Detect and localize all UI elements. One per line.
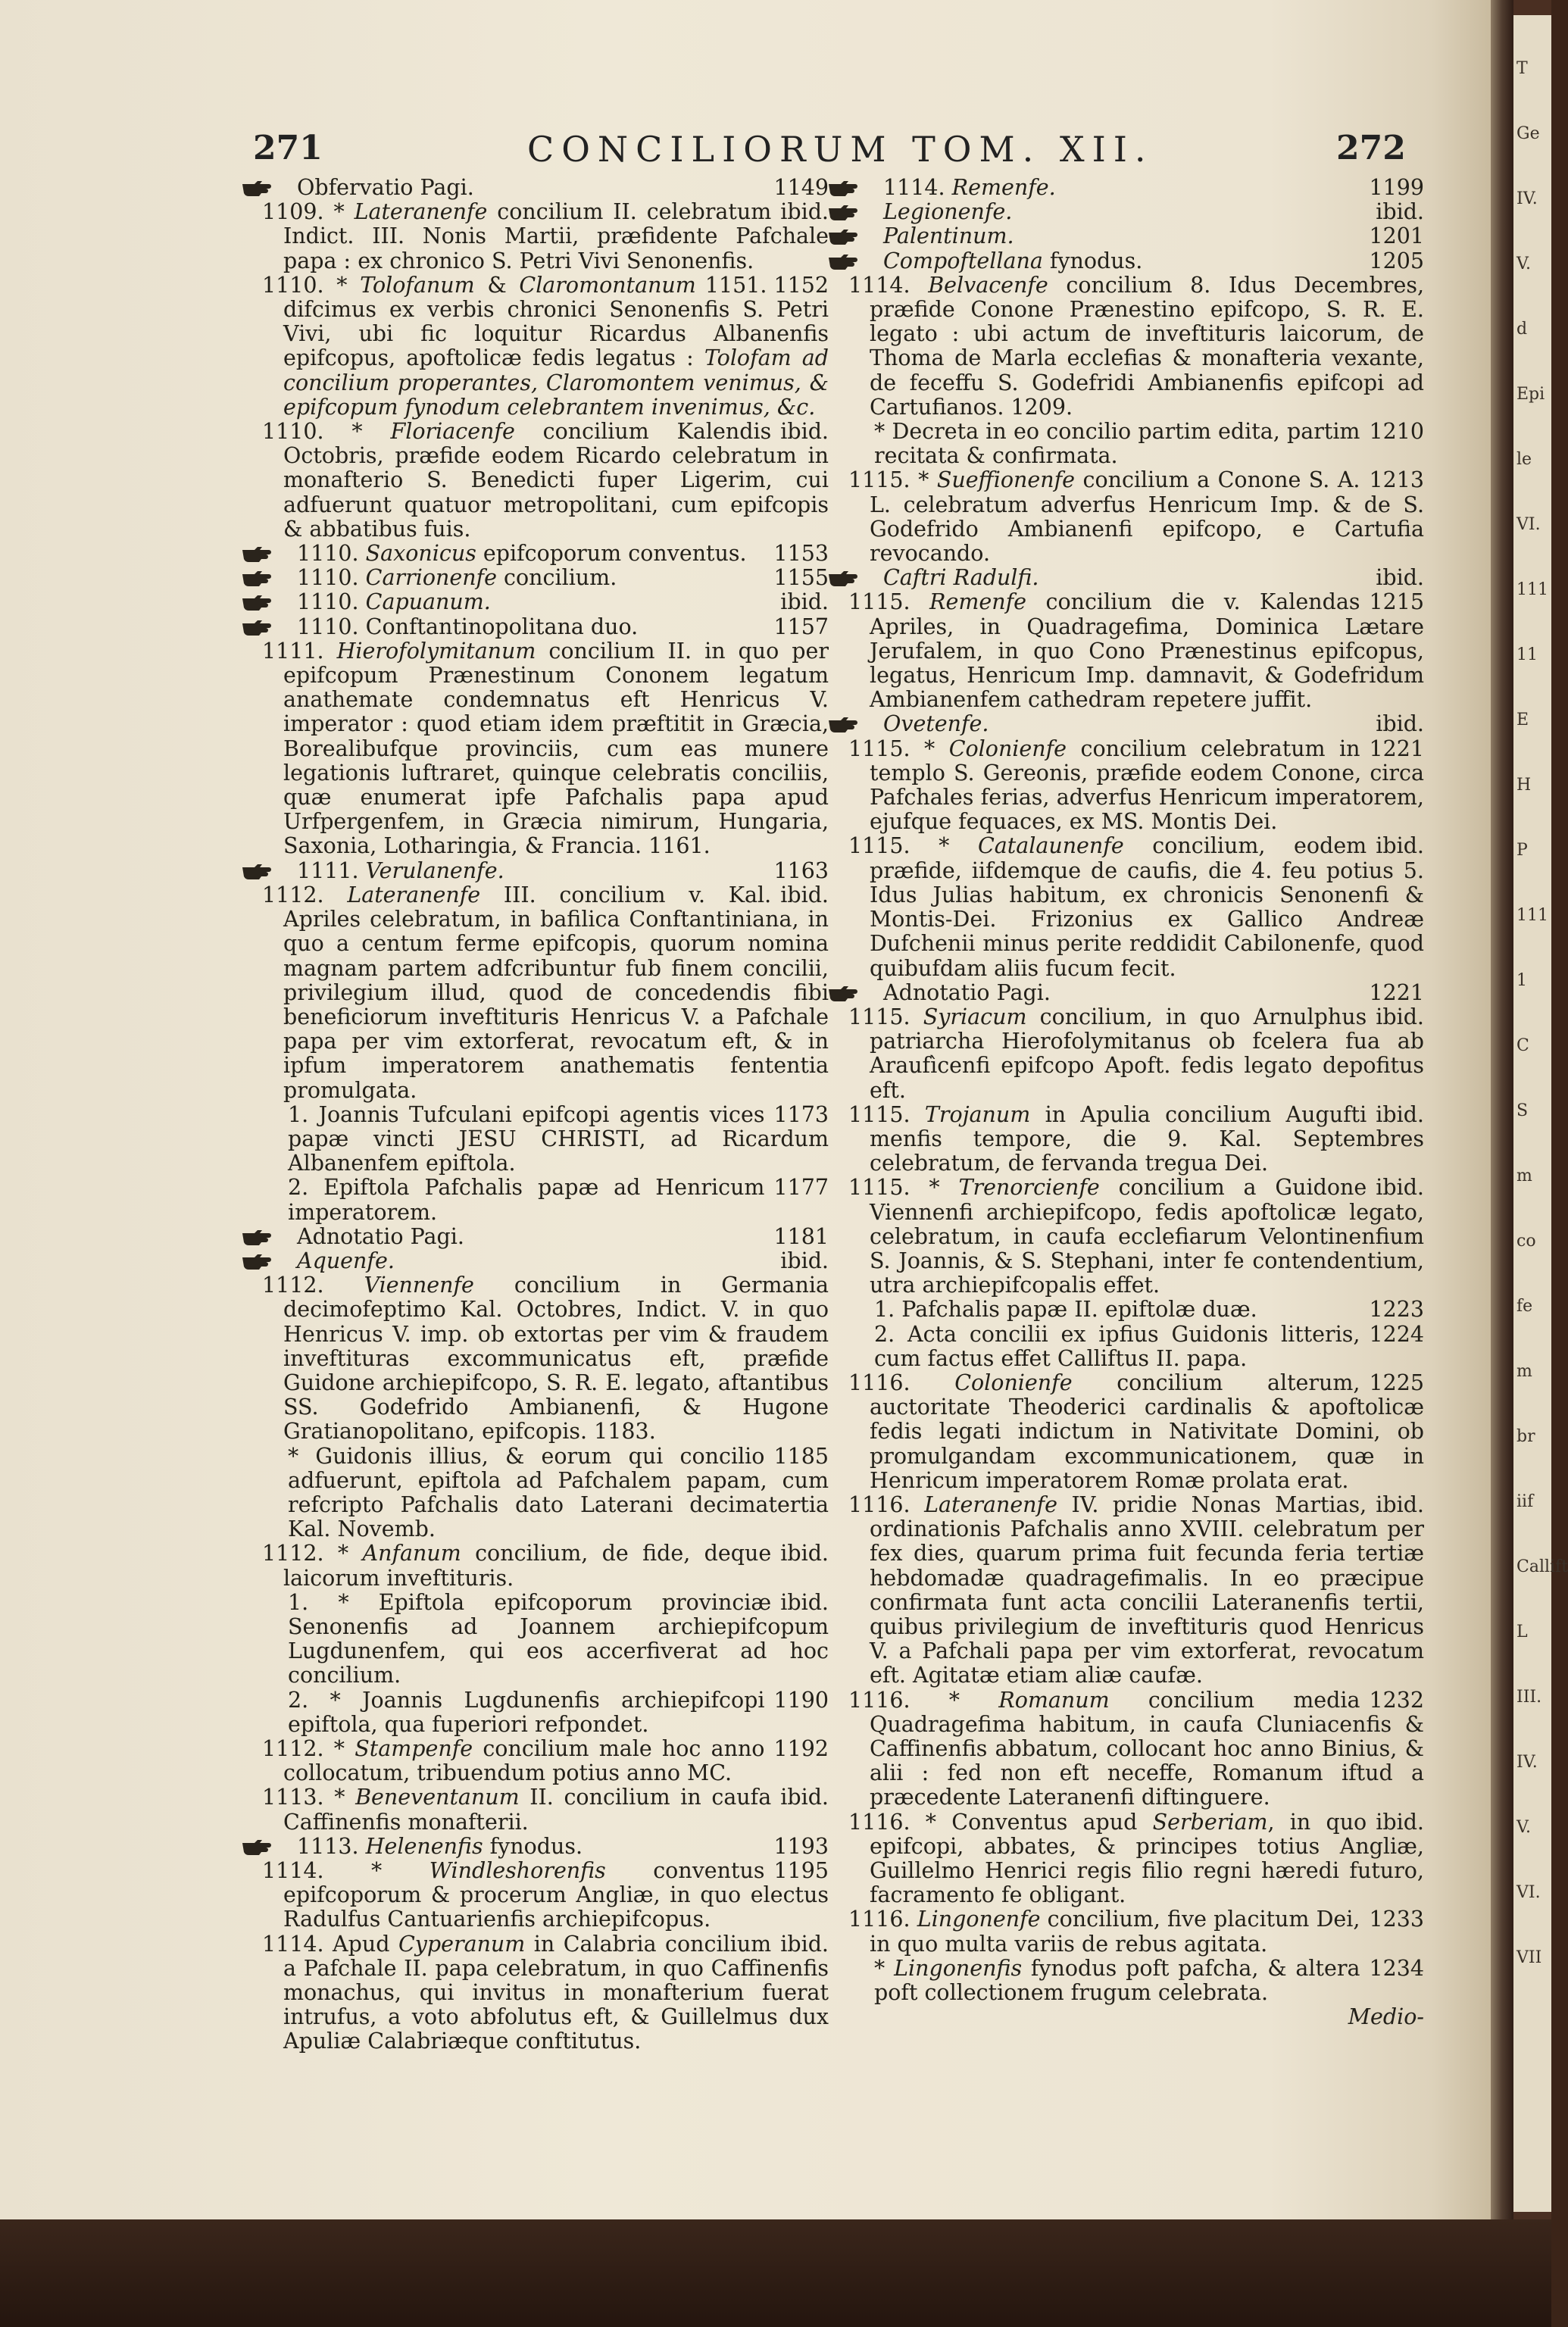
entry-text: 1116. Colonienfe concilium alterum, auctoritate Theoderici cardinalis & apoftolicæ fedis legati indictum in Nativitate Domini, ob promulgandam excommunicationem, quæ in Henricum imperatorem Romæ prolata erat. — [848, 1370, 1424, 1493]
entry-page-ref: 1233 — [1369, 1907, 1424, 1932]
index-entry — [848, 273, 1424, 420]
book-gutter — [1491, 0, 1513, 2219]
entry-page-ref: 1195 — [773, 1858, 829, 1884]
entry-page-ref: 1225 — [1369, 1370, 1424, 1395]
entry-page-ref: 1177 — [773, 1175, 829, 1201]
entry-text: 1110. * Tolofanum & Claromontanum difcimus ex verbis chronici Senonenfis S. Petri Vivi, ubi fic loquitur Ricardus Albanenfis epifcopus, apoftolicæ fedis legatus : Tolofam ad concilium properantes, Claromontem venimus, & epifcopum fynodum celebrantem invenimus, &c. — [262, 272, 829, 420]
entry-text: 1112. Viennenfe concilium in Germania decimofeptimo Kal. Octobres, Indict. V. in quo Henricus V. imp. ob extortas per vim & fraudem inveftituras excommunicatus eft, præfide Guidone archiepifcopo, S. R. E. legato, aftantibus SS. Godefrido Ambianenfi, & Hugone Gratianopolitano, epifcopis. 1183. — [262, 1273, 829, 1445]
running-title: CONCILIORUM TOM. XII. — [527, 129, 1154, 170]
entry-page-ref: ibid. — [780, 1541, 829, 1566]
entry-page-ref: ibid. — [780, 1785, 829, 1810]
entry-text: 1116. Lingonenfe concilium, five placitum Dei, in quo multa variis de rebus agitata. — [848, 1907, 1360, 1957]
entry-text: 1. * Epiftola epifcoporum provinciæ Senonenfis ad Joannem archiepifcopum Lugdunenfem, qui eos accerfiverat ad hoc concilium. — [288, 1589, 829, 1688]
entry-text: 1111. Hierofolymitanum concilium II. in quo per epifcopum Prænestinum Cononem legatum anathemate condemnatus eft Henricus V. imperator : quod etiam idem præftitit in Græcia, Borealibufque provinciis, cum eas munere legationis luftraret, quinque celebratis conciliis, quæ enumerat ipfe Pafchalis papa apud Urfpergenfem, in Græcia nimirum, Hungaria, Saxonia, Lotharingia, & Francia. 1161. — [262, 638, 829, 859]
pointing-hand-icon — [262, 567, 292, 584]
pointing-hand-icon — [262, 1836, 292, 1853]
index-entry-pointer — [262, 176, 829, 200]
entry-page-ref: 1181 — [773, 1223, 829, 1249]
entry-text: 1110. Conftantinopolitana duo. — [297, 614, 639, 639]
entry-page-ref: ibid. — [1376, 711, 1424, 737]
entry-page-ref: ibid. — [1376, 1101, 1424, 1127]
index-entry-pointer — [262, 590, 829, 614]
index-entry — [262, 1785, 829, 1834]
entry-text: 1113. Helenenfis fynodus. — [297, 1833, 583, 1859]
entry-text: 1115. * Colonienfe concilium celebratum in templo S. Gereonis, præfide eodem Conone, circa Pafchales ferias, adverfus Henricum imperatorem, ejufque fequaces, ex MS. Montis Dei. — [848, 736, 1424, 835]
entry-page-ref: ibid. — [780, 1931, 829, 1957]
entry-text: 1116. Lateranenfe IV. pridie Nonas Martias, ordinationis Pafchalis anno XVIII. celebratum per fex dies, quarum prima fuit fecunda feria tertiæ hebdomadæ quadragefimalis. In eo præcipue confirmata funt acta concilii Lateranenfis tertii, quibus privilegium de inveftituris quod Henricus V. a Pafchali papa per vim extorferat, revocatum eft. Agitatæ etiam aliæ caufæ. — [848, 1491, 1424, 1688]
index-entry-pointer — [848, 981, 1424, 1005]
index-entry — [848, 834, 1424, 980]
page-number-left: 271 — [253, 129, 323, 167]
entry-text: 1110. Saxonicus epifcoporum conventus. — [297, 541, 747, 567]
entry-page-ref: 1192 — [773, 1736, 829, 1761]
next-page-text-fragment: VI. — [1516, 1883, 1541, 1902]
entry-text: * Guidonis illius, & eorum qui concilio adfuerunt, epiftola ad Pafchalem papam, cum refcripto Pafchalis dato Laterani decimatertia Kal. Novemb. — [288, 1443, 829, 1542]
index-entry-pointer — [848, 176, 1424, 200]
entry-text: 2. * Joannis Lugdunenfis archiepifcopi epiftola, qua fuperiori refpondet. — [288, 1687, 765, 1737]
index-entry-pointer — [848, 249, 1424, 273]
entry-text: 1116. * Conventus apud Serberiam, in quo epifcopi, abbates, & principes totius Angliæ, Guillelmo Henrici regis filio regni hæredi futuro, facramento fe obligant. — [848, 1809, 1424, 1908]
entry-text: 1115. Trojanum in Apulia concilium Augufti menfis tempore, die 9. Kal. Septembres celebratum, de fervanda tregua Dei. — [848, 1101, 1424, 1176]
pointing-hand-icon — [262, 1226, 292, 1243]
entry-page-ref: 1221 — [1369, 979, 1424, 1005]
entry-page-ref: ibid. — [1376, 1175, 1424, 1201]
pointing-hand-icon — [262, 1251, 292, 1267]
entry-page-ref: 1149 — [773, 175, 829, 200]
index-entry — [848, 1688, 1424, 1810]
entry-page-ref: 1223 — [1369, 1297, 1424, 1323]
entry-page-ref: ibid. — [1376, 1491, 1424, 1517]
next-page-text-fragment: V. — [1516, 255, 1532, 273]
entry-text: Aquenfe. — [297, 1248, 395, 1273]
pointing-hand-icon — [848, 714, 879, 730]
index-entry — [262, 273, 829, 420]
entry-page-ref: 1153 — [773, 541, 829, 567]
index-entry — [262, 1932, 829, 2054]
entry-text: 1114. Apud Cyperanum in Calabria concilium a Pafchale II. papa celebratum, in quo Caffinenfis monachus, qui invitus in monafterium fuerat intrufus, a voto abfolutus eft, & Guillelmus dux Apuliæ Calabriæque conftitutus. — [262, 1931, 829, 2054]
next-page-text-fragment: Ge — [1516, 124, 1540, 143]
entry-text: Obfervatio Pagi. — [297, 175, 474, 200]
index-entry — [848, 1176, 1424, 1298]
index-entry — [848, 2005, 1424, 2029]
entry-text: 1112. * Stampenfe concilium male hoc anno collocatum, tribuendum potius anno MC. — [262, 1736, 765, 1786]
index-entry-pointer — [848, 224, 1424, 248]
entry-text: * Decreta in eo concilio partim edita, partim recitata & confirmata. — [874, 419, 1360, 469]
index-entry-pointer — [262, 859, 829, 883]
pointing-hand-icon — [848, 201, 879, 218]
pointing-hand-icon — [262, 177, 292, 194]
entry-text: Adnotatio Pagi. — [297, 1223, 464, 1249]
next-page-text-fragment: IV. — [1516, 189, 1538, 208]
entry-text: 1112. * Anfanum concilium, de fide, deque laicorum inveftituris. — [262, 1541, 772, 1591]
index-entry — [848, 1493, 1424, 1688]
index-entry — [848, 1005, 1424, 1103]
entry-text: 1110. Carrionenfe concilium. — [297, 565, 617, 591]
entry-text: 2. Epiftola Pafchalis papæ ad Henricum imperatorem. — [288, 1175, 765, 1225]
index-entry — [262, 639, 829, 859]
entry-page-ref: 1215 — [1369, 589, 1424, 615]
entry-page-ref: ibid. — [1376, 565, 1424, 591]
entry-page-ref: ibid. — [1376, 199, 1424, 225]
entry-page-ref: 1210 — [1369, 419, 1424, 445]
next-page-edge — [1513, 15, 1568, 2212]
index-entry-pointer — [262, 1225, 829, 1249]
next-page-text-fragment: br — [1516, 1427, 1535, 1446]
entry-text: 1115. * Sueffionenfe concilium a Conone S. A. L. celebratum adverfus Henricum Imp. & de S. Godefrido Ambianenfi epifcopo, e Cartufia revocando. — [848, 467, 1424, 567]
index-entry — [262, 420, 829, 542]
next-page-text-fragment: m — [1516, 1362, 1532, 1381]
entry-page-ref: 1201 — [1369, 223, 1424, 249]
entry-page-ref: 1185 — [773, 1443, 829, 1469]
pointing-hand-icon — [848, 251, 879, 267]
next-page-text-fragment: H — [1516, 776, 1532, 795]
index-entry — [262, 883, 829, 1103]
entry-page-ref: 1151. 1152 — [704, 272, 829, 298]
pointing-hand-icon — [848, 567, 879, 584]
index-entry — [848, 590, 1424, 712]
next-page-text-fragment: Callift — [1516, 1557, 1568, 1576]
index-entry — [262, 1103, 829, 1176]
index-entry — [848, 737, 1424, 835]
entry-text: 1. Pafchalis papæ II. epiftolæ duæ. — [874, 1297, 1257, 1323]
entry-text: Compoftellana fynodus. — [883, 248, 1143, 273]
index-entry — [848, 468, 1424, 566]
next-page-text-fragment: S — [1516, 1101, 1529, 1120]
entry-page-ref: ibid. — [780, 1248, 829, 1273]
index-entry-pointer — [262, 1835, 829, 1859]
entry-text: Medio- — [1348, 2004, 1424, 2030]
entry-page-ref: ibid. — [780, 589, 829, 615]
entry-page-ref: 1190 — [773, 1687, 829, 1713]
entry-text: 1115. Syriacum concilium, in quo Arnulphus patriarcha Hierofolymitanus ob fcelera fua ab Araufìcenfi epifcopo Apoft. fedis legato depofitus eft. — [848, 1004, 1424, 1103]
index-entry — [848, 1103, 1424, 1176]
index-entry — [262, 1445, 829, 1542]
entry-page-ref: 1163 — [773, 857, 829, 883]
entry-text: 1115. Remenfe concilium die v. Kalendas Apriles, in Quadragefima, Dominica Lætare Jerufalem, in quo Cono Prænestinus epifcopus, legatus, Henricum Imp. damnavit, & Godefridum Ambianenfem cathedram repetere juffit. — [848, 589, 1424, 713]
entry-page-ref: 1224 — [1369, 1321, 1424, 1347]
next-page-text-fragment: 111 — [1516, 906, 1548, 925]
pointing-hand-icon — [848, 226, 879, 242]
next-page-text-fragment: 11 — [1516, 645, 1538, 664]
next-page-text-fragment: m — [1516, 1167, 1532, 1185]
table-surface — [0, 2219, 1551, 2327]
entry-text: Adnotatio Pagi. — [883, 979, 1051, 1005]
index-entry-pointer — [262, 615, 829, 639]
index-entry — [262, 1591, 829, 1688]
entry-page-ref: 1205 — [1369, 248, 1424, 273]
entry-text: 1111. Verulanenfe. — [297, 857, 504, 883]
entry-text: 1110. * Floriacenfe concilium Kalendis Octobris, præfide eodem Ricardo celebratum in monafterio S. Benedicti fuper Ligerim, cui adfuerunt quatuor metropolitani, cum epifcopis & abbatibus fuis. — [262, 419, 829, 542]
next-page-text-fragment: T — [1516, 59, 1528, 78]
next-page-text-fragment: VI. — [1516, 515, 1541, 534]
index-entry — [848, 1371, 1424, 1493]
index-entry — [262, 1737, 829, 1785]
pointing-hand-icon — [262, 543, 292, 560]
entry-page-ref: 1199 — [1369, 175, 1424, 200]
entry-page-ref: 1213 — [1369, 467, 1424, 493]
entry-text: 1. Joannis Tufculani epifcopi agentis vices papæ vincti JESU CHRISTI, ad Ricardum Albanenfem epiftola. — [288, 1101, 829, 1176]
index-entry — [262, 1859, 829, 1932]
entry-text: * Lingonenfis fynodus poft pafcha, & altera poft collectionem frugum celebrata. — [874, 1955, 1360, 2006]
next-page-text-fragment: P — [1516, 841, 1528, 860]
index-entry — [848, 1323, 1424, 1371]
next-page-text-fragment: Epi — [1516, 385, 1545, 404]
entry-page-ref: ibid. — [1376, 1004, 1424, 1029]
entry-page-ref: ibid. — [1376, 833, 1424, 859]
entry-text: 1112. Lateranenfe III. concilium v. Kal. Apriles celebratum, in bafilica Conftantiniana, in quo a centum ferme epifcopis, quorum nomina magnam partem adfcribuntur fub finem concilii, privilegium illud, quod de concedendis fibi beneficiorum inveftituris Henricus V. a Pafchale papa per vim extorferat, revocatum eft, & in ipfum imperatorem anathematis fententia promulgata. — [262, 882, 829, 1103]
index-entry — [262, 1541, 829, 1590]
entry-text: 1114. * Windleshorenfis conventus epifcoporum & procerum Angliæ, in quo electus Radulfus Cantuarienfis archiepifcopus. — [262, 1858, 829, 1932]
pointing-hand-icon — [848, 982, 879, 999]
entry-page-ref: 1221 — [1369, 736, 1424, 761]
index-entry — [848, 1298, 1424, 1322]
entry-page-ref: ibid. — [780, 882, 829, 907]
pointing-hand-icon — [262, 861, 292, 877]
index-entry-pointer — [262, 542, 829, 566]
entry-text: 1115. * Trenorcienfe concilium a Guidone Viennenfi archiepifcopo, fedis apoftolicæ legato, celebratum, in caufa ecclefiarum Velontinenfium S. Joannis, & S. Stephani, inter fe contendentium, utra archiepifcopalis effet. — [848, 1175, 1424, 1298]
next-page-text-fragment: d — [1516, 320, 1528, 339]
next-page-text-fragment: iif — [1516, 1492, 1534, 1511]
entry-page-ref: ibid. — [780, 1589, 829, 1615]
index-entry — [848, 420, 1424, 468]
index-entry — [848, 1810, 1424, 1908]
next-page-text-fragment: 111 — [1516, 580, 1548, 599]
pointing-hand-icon — [262, 592, 292, 608]
entry-text: 1114. Remenfe. — [883, 175, 1056, 200]
entry-page-ref: ibid. — [1376, 1809, 1424, 1835]
pointing-hand-icon — [262, 617, 292, 633]
next-page-text-fragment: L — [1516, 1623, 1528, 1641]
index-entry — [262, 1176, 829, 1224]
entry-page-ref: 1234 — [1369, 1955, 1424, 1981]
next-page-text-fragment: IV. — [1516, 1753, 1538, 1772]
index-entry-pointer — [262, 1249, 829, 1273]
next-page-text-fragment: C — [1516, 1036, 1529, 1055]
entry-text: 1116. * Romanum concilium media Quadragefima habitum, in caufa Cluniacenfis & Caffinenfis abbatum, collocant hoc anno Binius, & alii : fed non eft neceffe, Romanum iftud a præcedente Lateranenfi diftinguere. — [848, 1687, 1424, 1810]
pointing-hand-icon — [848, 177, 879, 194]
entry-page-ref: 1155 — [773, 565, 829, 591]
index-entry-pointer — [848, 200, 1424, 224]
entry-text: 1109. * Lateranenfe concilium II. celebratum Indict. III. Nonis Martii, præfidente Pafchale papa : ex chronico S. Petri Vivi Senonenfis. — [262, 199, 829, 273]
right-column — [848, 176, 1424, 2029]
index-entry — [848, 1957, 1424, 2005]
index-entry-pointer — [262, 566, 829, 590]
index-entry — [262, 1273, 829, 1444]
entry-text: 1110. Capuanum. — [297, 589, 491, 615]
index-entry — [262, 1688, 829, 1737]
next-page-text-fragment: fe — [1516, 1297, 1533, 1316]
next-page-text-fragment: E — [1516, 711, 1529, 729]
index-entry — [262, 200, 829, 273]
entry-page-ref: 1157 — [773, 614, 829, 639]
next-page-text-fragment: co — [1516, 1232, 1536, 1251]
next-page-text-fragment: VII — [1516, 1948, 1542, 1967]
next-page-text-fragment: III. — [1516, 1688, 1542, 1707]
entry-page-ref: 1193 — [773, 1833, 829, 1859]
index-entry — [848, 1907, 1424, 1956]
entry-page-ref: 1232 — [1369, 1687, 1424, 1713]
next-page-text-fragment: 1 — [1516, 971, 1527, 990]
page-number-right: 272 — [1336, 129, 1406, 167]
entry-text: 1113. * Beneventanum II. concilium in caufa Caffinenfis monafterii. — [262, 1785, 772, 1835]
next-page-text-fragment: V. — [1516, 1818, 1532, 1837]
entry-text: Caftri Radulfi. — [883, 565, 1039, 591]
entry-text: 1114. Belvacenfe concilium 8. Idus Decembres, præfide Conone Prænestino epifcopo, S. R. E. legato : ubi actum de inveftituris laicorum, de Thoma de Marla ecclefias & monafteria vexante, de feceffu S. Godefridi Ambianenfis epifcopi ad Cartufianos. 1209. — [848, 272, 1424, 420]
entry-text: Legionenfe. — [883, 199, 1013, 225]
entry-page-ref: ibid. — [780, 199, 829, 225]
entry-text: 1115. * Catalaunenfe concilium, eodem præfide, iifdemque de caufis, die 4. feu potius 5. Idus Julias habitum, ex chronicis Senonenfi & Montis-Dei. Frizonius ex Gallico Andreæ Dufchenii minus perite reddidit Cabilonenfe, quod quibufdam aliis fucum fecit. — [848, 833, 1424, 981]
entry-page-ref: ibid. — [780, 419, 829, 445]
left-column — [262, 176, 829, 2054]
index-entry-pointer — [848, 712, 1424, 736]
next-page-text-fragment: le — [1516, 450, 1532, 469]
entry-text: 2. Acta concilii ex ipfius Guidonis litteris, cum factus effet Calliftus II. papa. — [874, 1321, 1360, 1371]
entry-text: Palentinum. — [883, 223, 1014, 249]
entry-page-ref: 1173 — [773, 1101, 829, 1127]
entry-text: Ovetenfe. — [883, 711, 989, 737]
index-entry-pointer — [848, 566, 1424, 590]
